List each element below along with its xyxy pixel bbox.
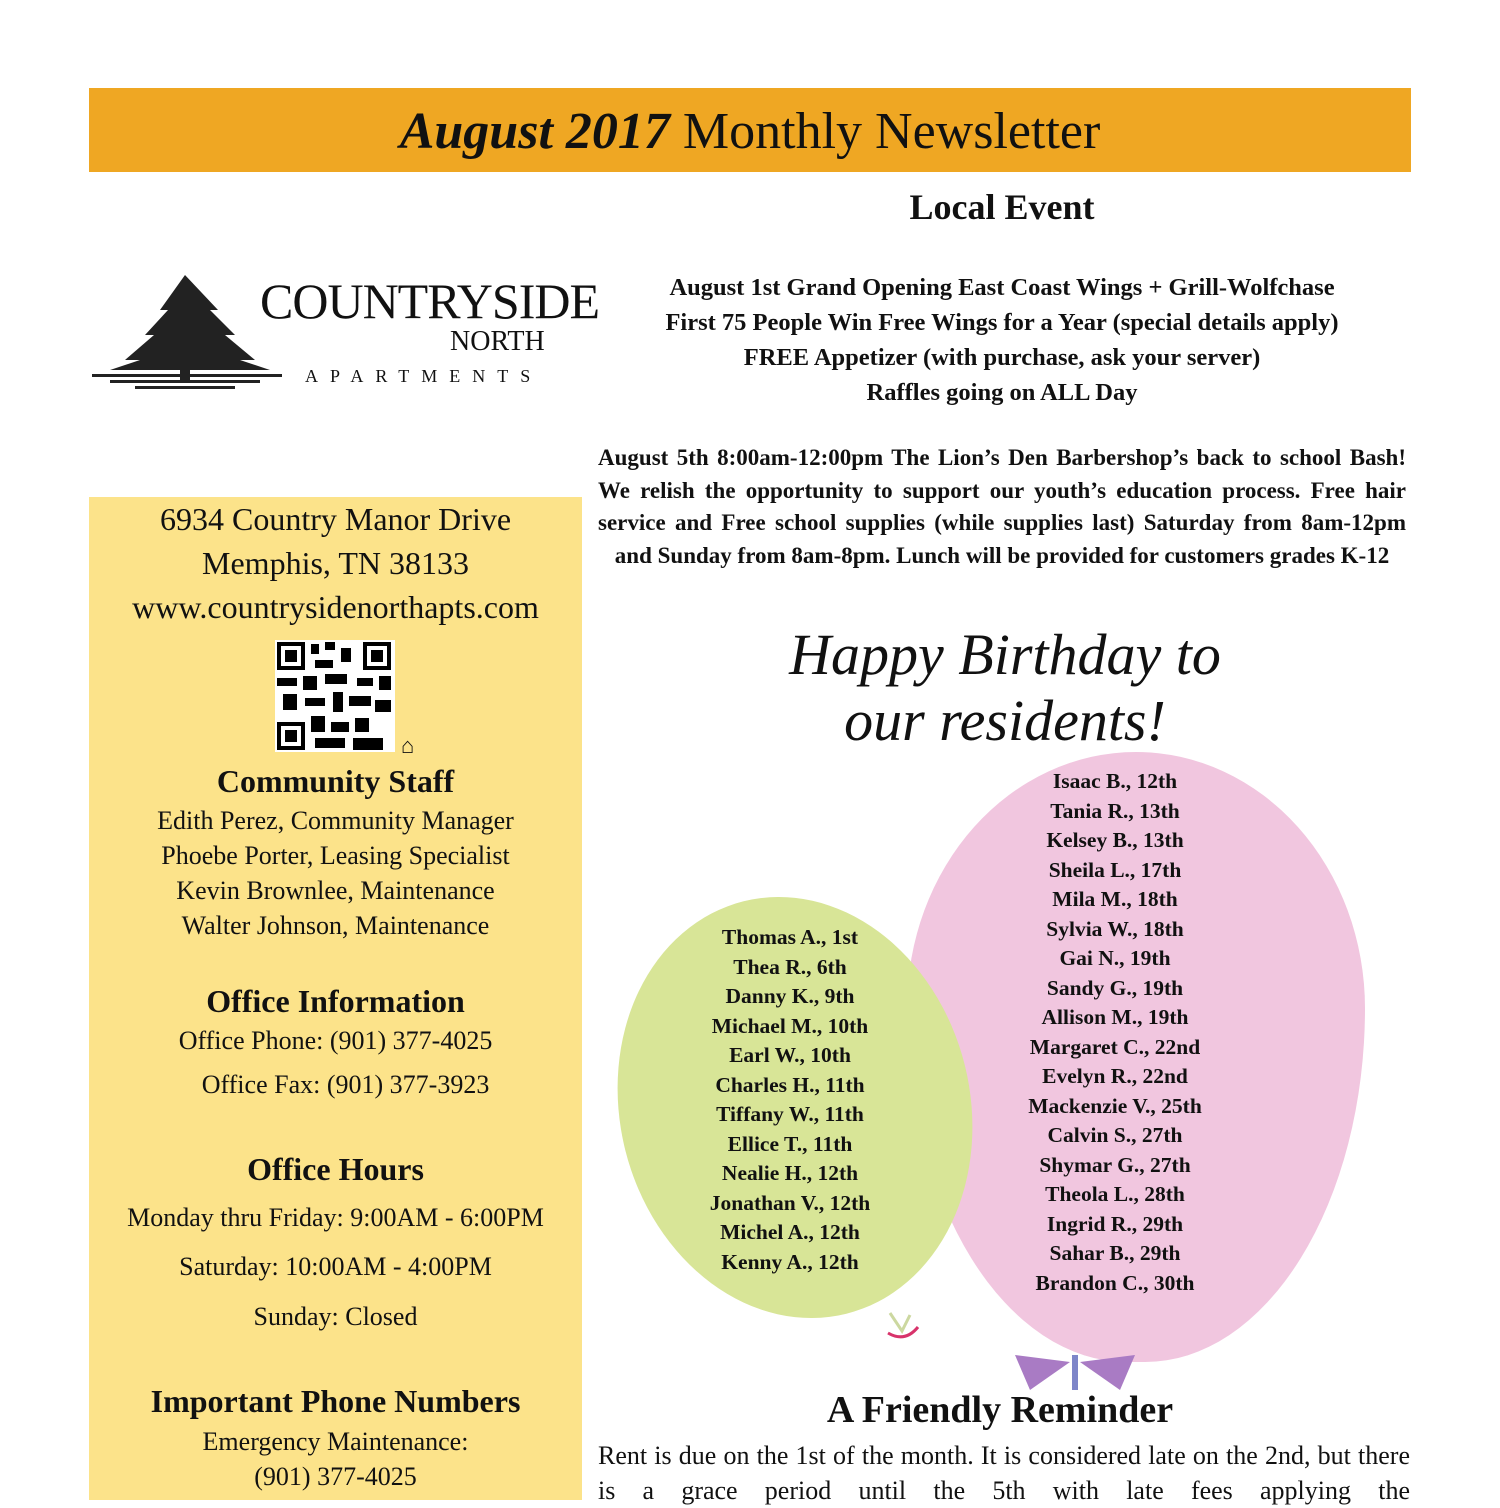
birthday-name: Brandon C., 30th — [1035, 1270, 1195, 1295]
green-names-list — [660, 923, 920, 1277]
birthday-name: Ellice T., 11th — [727, 1131, 853, 1156]
birthday-name: Thea R., 6th — [733, 954, 847, 979]
birthday-title-line: our residents! — [844, 688, 1166, 753]
staff-member: Kevin Brownlee, Maintenance — [176, 876, 495, 905]
birthday-name: Michel A., 12th — [720, 1220, 860, 1244]
birthday-name: Kenny A., 12th — [721, 1249, 859, 1274]
birthday-name: Tania R., 13th — [1050, 798, 1180, 823]
birthday-name: Calvin S., 27th — [1047, 1123, 1183, 1147]
office-fax: Office Fax: (901) 377-3923 — [201, 1070, 490, 1099]
info-panel — [89, 497, 582, 1500]
birthday-name: Thomas A., 1st — [721, 925, 859, 949]
birthday-name: Mila M., 18th — [1052, 887, 1178, 911]
birthday-name: Ingrid R., 29th — [1046, 1211, 1184, 1236]
local-event-title: Local Event — [909, 187, 1095, 227]
hours-sunday: Sunday: Closed — [253, 1302, 418, 1331]
hours-saturday: Saturday: 10:00AM - 4:00PM — [179, 1252, 492, 1281]
event-line: Raffles going on ALL Day — [866, 379, 1138, 406]
birthday-name: Isaac B., 12th — [1052, 769, 1178, 793]
address-line: Memphis, TN 38133 — [202, 545, 469, 581]
birthday-title-line: Happy Birthday to — [789, 622, 1221, 687]
birthday-name: Tiffany W., 11th — [716, 1102, 864, 1126]
reminder-title: A Friendly Reminder — [826, 1389, 1174, 1431]
staff-list — [89, 803, 582, 943]
birthday-title — [700, 622, 1310, 754]
emergency-phone: (901) 377-4025 — [254, 1462, 417, 1491]
birthday-name: Gai N., 19th — [1059, 946, 1171, 970]
birthday-name: Sandy G., 19th — [1046, 975, 1184, 1000]
pink-names-list — [985, 767, 1245, 1298]
hours-weekday: Monday thru Friday: 9:00AM - 6:00PM — [127, 1203, 544, 1232]
birthday-name: Allison M., 19th — [1041, 1005, 1189, 1029]
logo-name: COUNTRYSIDE — [260, 273, 600, 329]
reminder-text: Rent is due on the 1st of the month. It is considered late on the 2nd, but there is a grace period until the 5th with late fees applying the — [598, 1441, 1410, 1505]
newsletter-header — [89, 88, 1411, 172]
equal-housing-icon: ⌂ — [401, 733, 415, 758]
staff-title: Community Staff — [216, 763, 455, 799]
header-title: Monthly Newsletter — [682, 103, 1101, 160]
office-hours-title: Office Hours — [247, 1151, 424, 1187]
birthday-name: Danny K., 9th — [725, 984, 855, 1008]
staff-member: Phoebe Porter, Leasing Specialist — [161, 841, 510, 870]
logo-type: APARTMENTS — [305, 366, 543, 386]
birthday-name: Sheila L., 17th — [1048, 857, 1182, 882]
event-line: FREE Appetizer (with purchase, ask your server) — [743, 344, 1261, 371]
staff-member: Walter Johnson, Maintenance — [181, 911, 490, 940]
emergency-label: Emergency Maintenance: — [202, 1427, 469, 1456]
birthday-name: Mackenzie V., 25th — [1028, 1093, 1202, 1118]
birthday-name: Margaret C., 22nd — [1029, 1034, 1201, 1059]
address-line: 6934 Country Manor Drive — [159, 501, 512, 537]
birthday-name: Kelsey B., 13th — [1046, 828, 1184, 852]
event-line: First 75 People Win Free Wings for a Year (special details apply) — [665, 309, 1339, 336]
logo-sub: NORTH — [450, 326, 545, 357]
birthday-name: Evelyn R., 22nd — [1042, 1064, 1188, 1088]
qr-code-icon[interactable] — [275, 640, 395, 752]
birthday-name: Earl W., 10th — [729, 1043, 851, 1067]
address — [89, 497, 582, 629]
countryside-logo — [90, 270, 600, 390]
birthday-name: Jonathan V., 12th — [709, 1190, 871, 1215]
birthday-name: Charles H., 11th — [715, 1072, 865, 1097]
office-phone: Office Phone: (901) 377-4025 — [178, 1026, 493, 1055]
birthday-name: Shymar G., 27th — [1039, 1152, 1191, 1177]
birthday-name: Michael M., 10th — [711, 1013, 869, 1038]
birthday-name: Theola L., 28th — [1045, 1182, 1185, 1206]
phone-numbers-title: Important Phone Numbers — [150, 1383, 521, 1419]
event-2: August 5th 8:00am-12:00pm The Lion’s Den Barbershop’s back to school Bash! We relish the opportunity to support our youth’s education process. Free hair service and Free school supplies (while supplies last) Saturday from 8am-12pm and Sunday from 8am-8pm. Lunch will be provided for customers grades K-12 — [598, 445, 1406, 568]
event-line: August 1st Grand Opening East Coast Wings + Grill-Wolfchase — [669, 274, 1335, 301]
staff-member: Edith Perez, Community Manager — [157, 806, 514, 835]
balloon-knot-icon — [880, 1305, 925, 1345]
birthday-name: Sahar B., 29th — [1049, 1241, 1181, 1265]
birthday-name: Nealie H., 12th — [721, 1161, 859, 1185]
event-1 — [598, 270, 1406, 410]
birthday-name: Sylvia W., 18th — [1046, 916, 1184, 941]
website-link[interactable]: www.countrysidenorthapts.com — [132, 589, 539, 625]
office-info-title: Office Information — [206, 983, 465, 1019]
header-month: August 2017 — [399, 103, 670, 160]
